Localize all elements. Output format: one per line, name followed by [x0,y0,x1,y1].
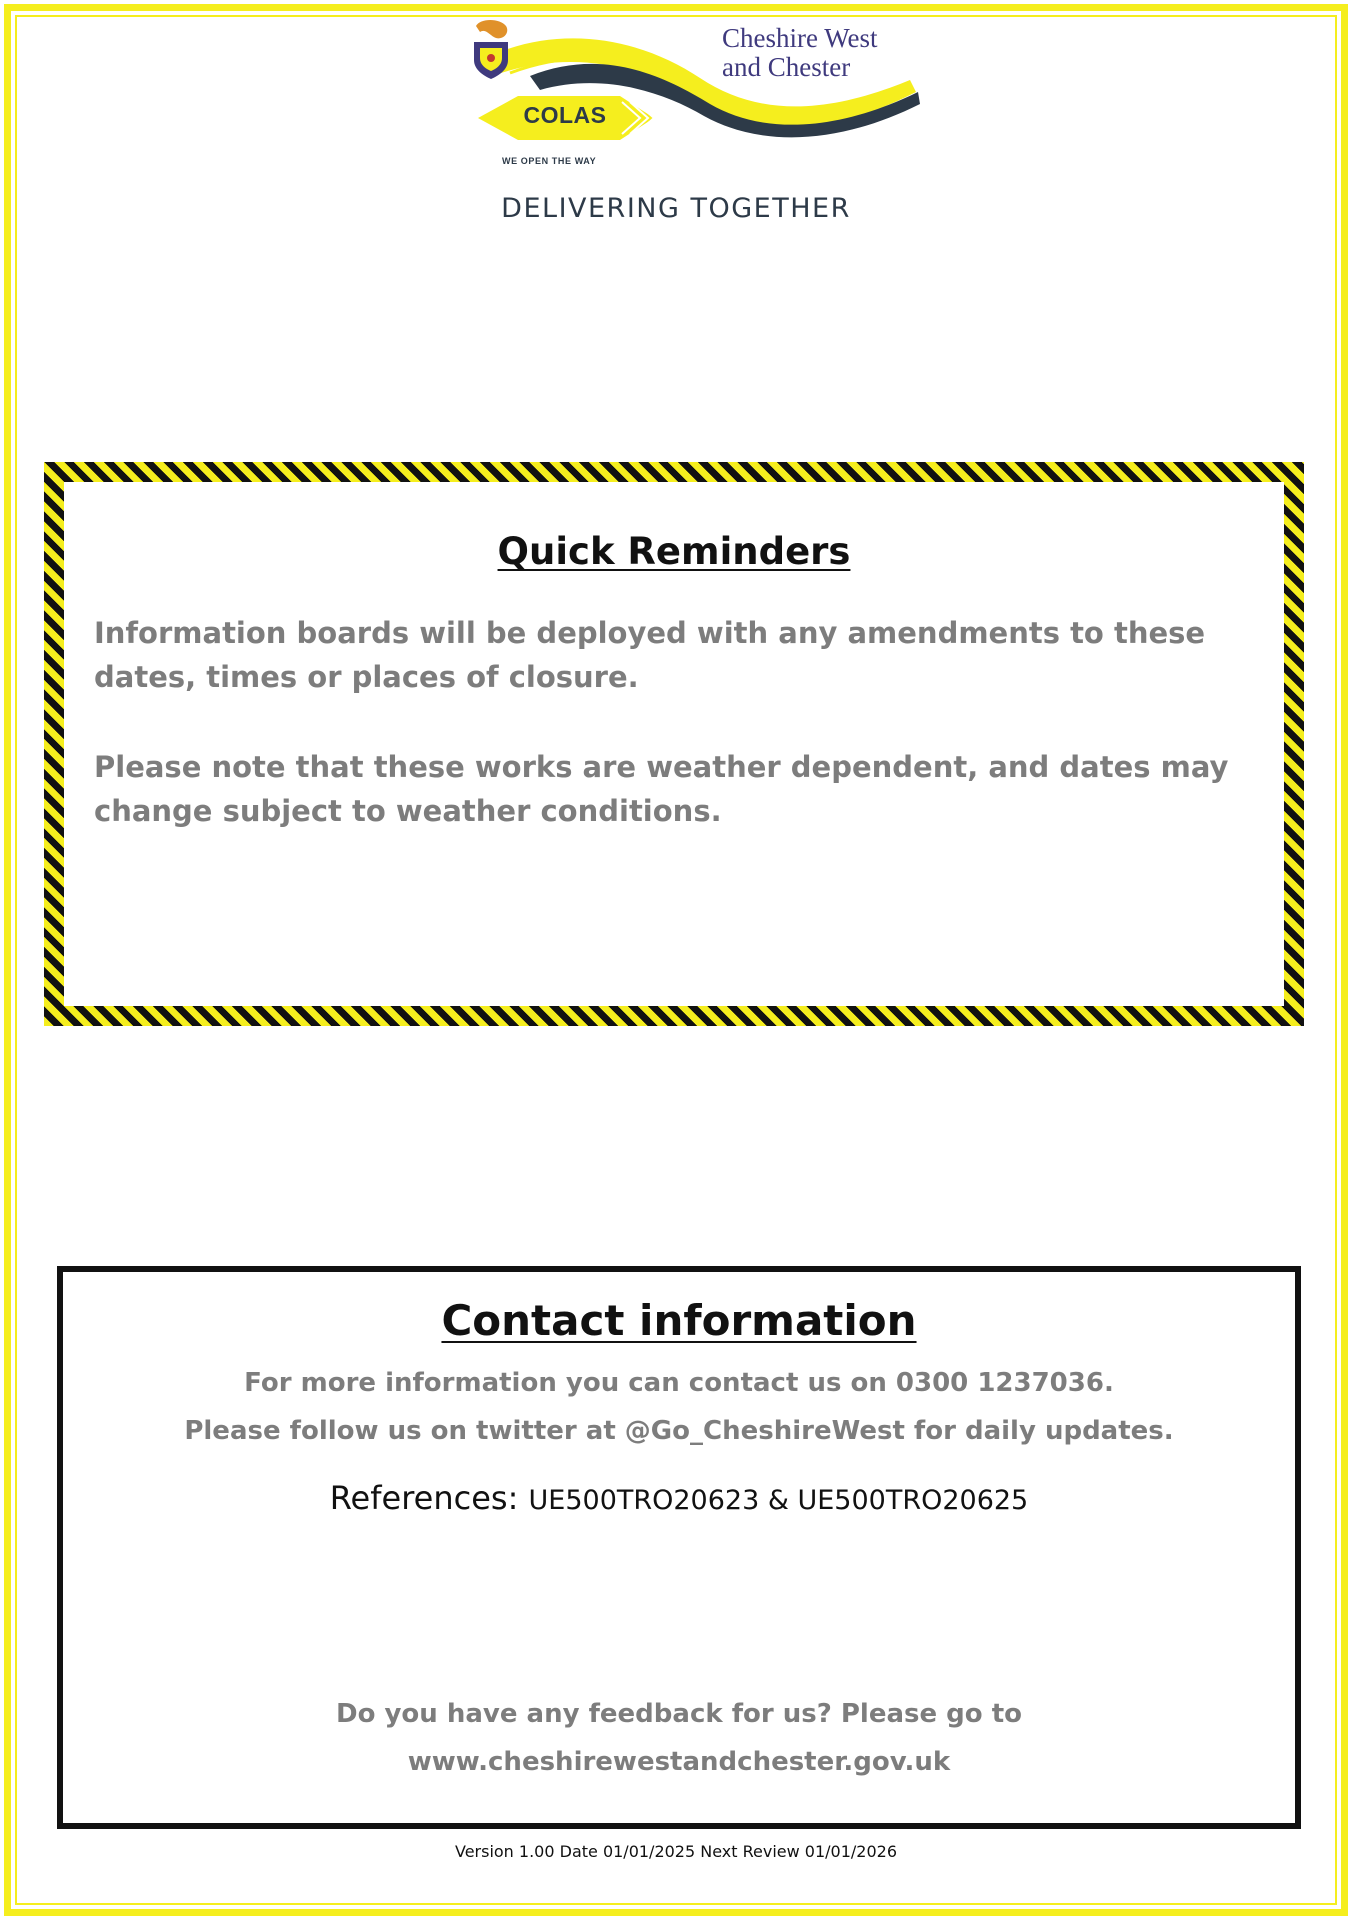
quick-reminders-title: Quick Reminders [497,530,851,573]
reminder-weather-dependent: Please note that these works are weather dependent, and dates may change subject to weather conditions. [94,750,1229,828]
feedback-line: Do you have any feedback for us? Please go to [335,1699,1022,1729]
references-label: References: [329,1479,529,1517]
contact-phone-line: For more information you can contact us on 0300 1237036. [244,1368,1114,1398]
version-footer: Version 1.00 Date 01/01/2025 Next Review 01/01/2026 [454,1842,897,1861]
website-link[interactable]: www.cheshirewestandchester.gov.uk [407,1747,951,1777]
reminder-information-boards: Information boards will be deployed with any amendments to these dates, times or places of closure. [94,616,1206,694]
quick-reminders-content [64,482,1284,1006]
quick-reminders-box [44,462,1304,1026]
references [63,1479,1295,1517]
feedback-block [63,1690,1295,1786]
council-name: Cheshire West and Chester [722,23,878,82]
contact-title: Contact information [441,1296,917,1345]
references-values: UE500TRO20623 & UE500TRO20625 [528,1485,1029,1516]
contact-information-box [57,1266,1301,1829]
partner-logo [470,18,930,176]
council-crest-icon [470,18,512,80]
slogan: DELIVERING TOGETHER [501,193,851,224]
colas-tagline: WE OPEN THE WAY [502,156,597,166]
colas-wordmark: COLAS [523,102,607,128]
contact-twitter-line: Please follow us on twitter at @Go_CheshireWest for daily updates. [184,1416,1174,1446]
